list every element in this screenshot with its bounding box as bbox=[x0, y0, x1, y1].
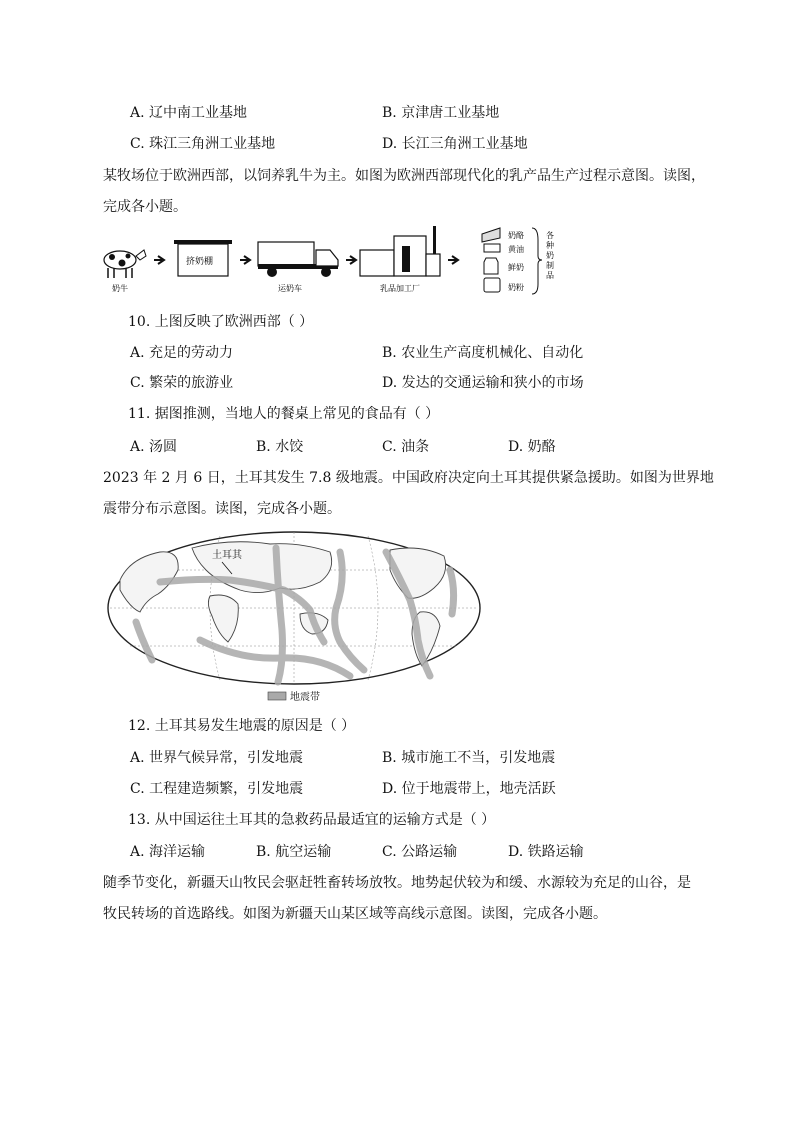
cow-label: 奶牛 bbox=[112, 284, 128, 293]
passage2-line2: 震带分布示意图。读图，完成各小题。 bbox=[103, 501, 341, 517]
q11-option-d: D. 奶酪 bbox=[508, 439, 556, 455]
q13-option-c: C. 公路运输 bbox=[382, 844, 458, 860]
q10-option-b: B. 农业生产高度机械化、自动化 bbox=[382, 345, 584, 361]
q12-option-c: C. 工程建造频繁，引发地震 bbox=[130, 781, 304, 797]
turkey-label: 土耳其 bbox=[212, 550, 242, 561]
passage2-line1: 2023 年 2 月 6 日，土耳其发生 7.8 级地震。中国政府决定向土耳其提供紧急援助。如图为世界地 bbox=[103, 470, 714, 486]
q11-option-a: A. 汤圆 bbox=[130, 439, 178, 455]
q12-option-a: A. 世界气候异常，引发地震 bbox=[130, 750, 304, 766]
product-group-label-1: 各 bbox=[546, 231, 554, 240]
q12-option-d: D. 位于地震带上，地壳活跃 bbox=[382, 781, 556, 797]
legend-swatch bbox=[268, 692, 286, 700]
q11-option-c: C. 油条 bbox=[382, 439, 430, 455]
milk-carton-icon bbox=[484, 258, 498, 274]
q10-option-a: A. 充足的劳动力 bbox=[130, 345, 234, 361]
q12-option-b: B. 城市施工不当，引发地震 bbox=[382, 750, 556, 766]
q13-option-b: B. 航空运输 bbox=[256, 844, 332, 860]
passage1-line1: 某牧场位于欧洲西部，以饲养乳牛为主。如图为欧洲西部现代化的乳产品生产过程示意图。读图， bbox=[103, 168, 705, 184]
milk-truck-icon bbox=[258, 242, 338, 277]
q9-option-d: D. 长江三角洲工业基地 bbox=[382, 136, 528, 152]
factory-label: 乳品加工厂 bbox=[380, 284, 420, 293]
q9-option-b: B. 京津唐工业基地 bbox=[382, 105, 500, 121]
product-cheese-label: 奶酪 bbox=[508, 231, 524, 240]
q13-option-d: D. 铁路运输 bbox=[508, 844, 584, 860]
arrow-icon bbox=[448, 256, 458, 264]
brace-icon bbox=[532, 228, 542, 294]
passage3-line1: 随季节变化，新疆天山牧民会驱赶牲畜转场放牧。地势起伏较为和缓、水源较为充足的山谷，是 bbox=[103, 875, 691, 891]
cow-icon bbox=[104, 250, 146, 278]
dairy-factory-icon bbox=[360, 226, 440, 276]
product-group-label-4: 制 bbox=[546, 261, 554, 270]
q10-option-c: C. 繁荣的旅游业 bbox=[130, 375, 234, 391]
cheese-icon bbox=[482, 228, 500, 242]
milking-shed-label: 挤奶棚 bbox=[186, 257, 214, 267]
dairy-process-diagram bbox=[100, 220, 580, 300]
passage3-line2: 牧民转场的首选路线。如图为新疆天山某区域等高线示意图。读图，完成各小题。 bbox=[103, 906, 607, 922]
passage1-line2: 完成各小题。 bbox=[103, 199, 187, 215]
q11-stem: 11. 据图推测，当地人的餐桌上常见的食品有（ ） bbox=[128, 406, 440, 422]
product-butter-label: 黄油 bbox=[508, 245, 524, 254]
product-group-label-2: 种 bbox=[546, 241, 554, 250]
q10-option-d: D. 发达的交通运输和狭小的市场 bbox=[382, 375, 584, 391]
q13-option-a: A. 海洋运输 bbox=[130, 844, 206, 860]
butter-icon bbox=[484, 244, 500, 252]
earthquake-belt-map bbox=[100, 530, 488, 706]
product-powder-label: 奶粉 bbox=[508, 283, 524, 292]
q11-option-b: B. 水饺 bbox=[256, 439, 304, 455]
legend-label: 地震带 bbox=[290, 692, 320, 703]
arrow-icon bbox=[240, 256, 250, 264]
milk-powder-icon bbox=[484, 278, 500, 292]
q12-stem: 12. 土耳其易发生地震的原因是（ ） bbox=[128, 718, 356, 734]
product-group-label-5: 品 bbox=[546, 271, 554, 280]
q9-option-a: A. 辽中南工业基地 bbox=[130, 105, 248, 121]
q13-stem: 13. 从中国运往土耳其的急救药品最适宜的运输方式是（ ） bbox=[128, 812, 496, 828]
milk-truck-label: 运奶车 bbox=[278, 284, 302, 293]
q10-stem: 10. 上图反映了欧洲西部（ ） bbox=[128, 314, 314, 330]
product-group-label-3: 奶 bbox=[546, 251, 554, 260]
arrow-icon bbox=[154, 256, 164, 264]
q9-option-c: C. 珠江三角洲工业基地 bbox=[130, 136, 276, 152]
arrow-icon bbox=[346, 256, 356, 264]
product-milk-label: 鲜奶 bbox=[508, 263, 524, 272]
